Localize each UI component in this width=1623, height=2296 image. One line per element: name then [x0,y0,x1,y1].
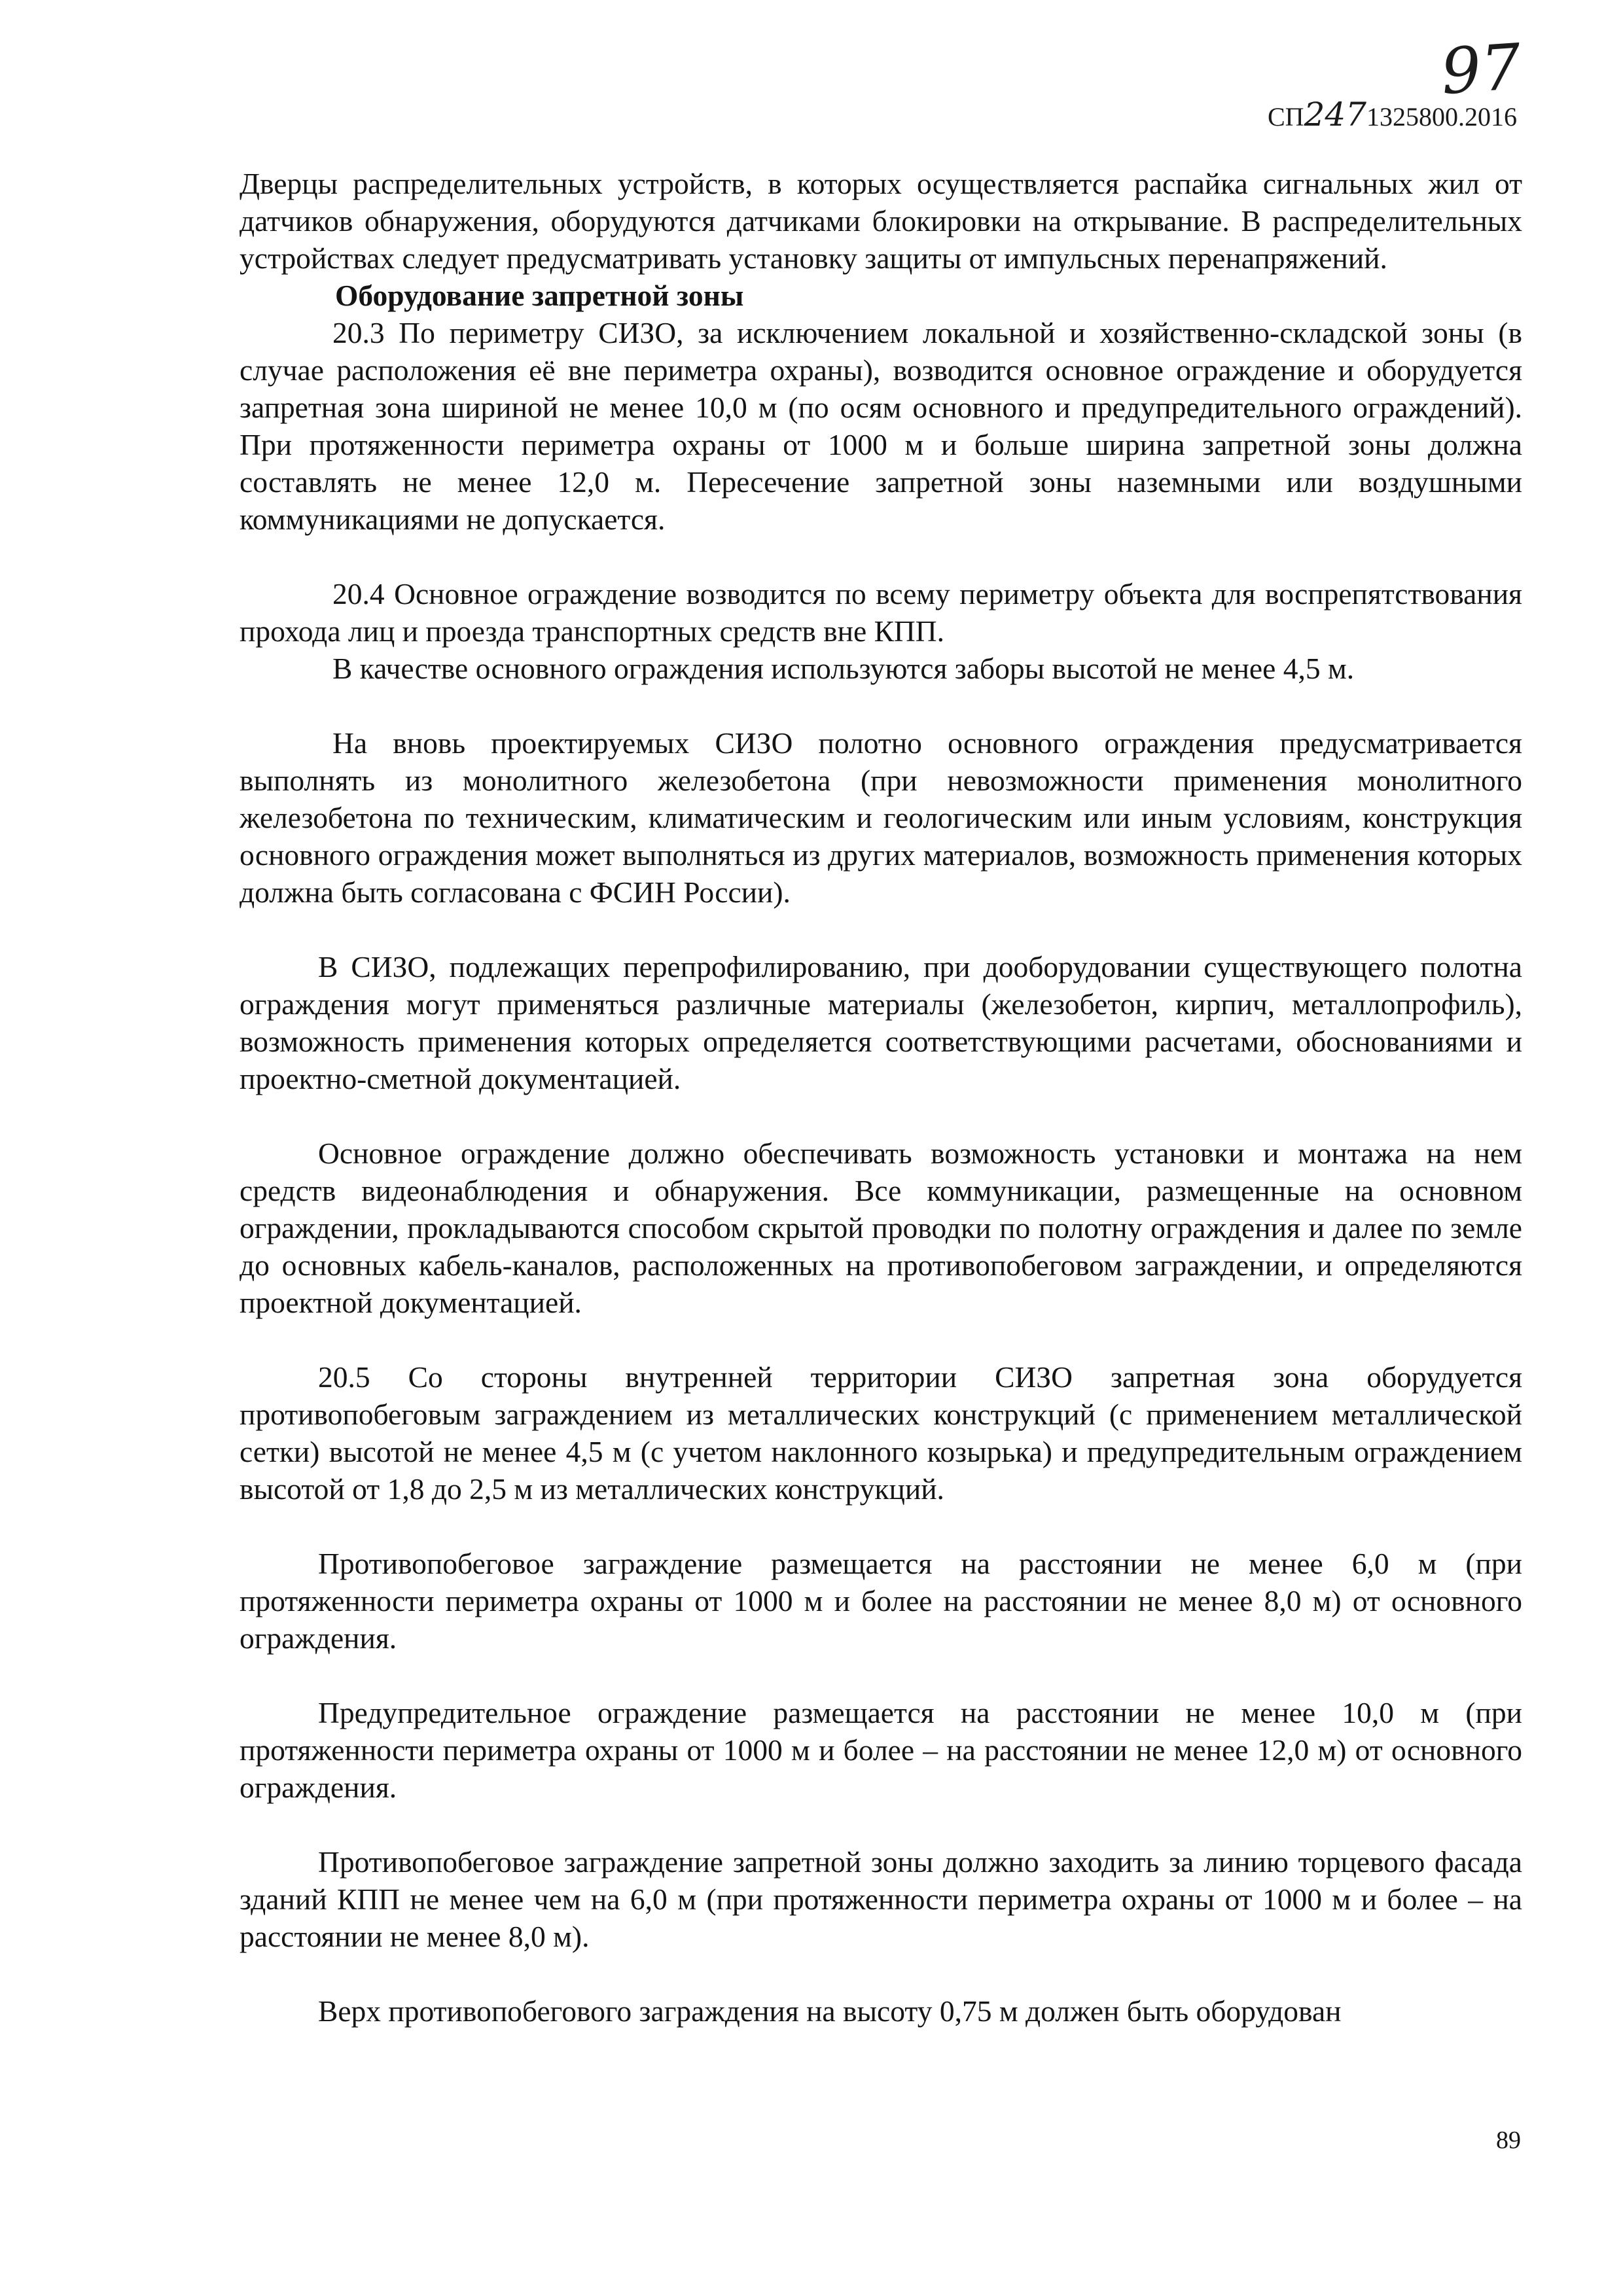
paragraph-warning-fence-distance: Предупредительное ограждение размещается на расстоянии не менее 10,0 м (при протяженности периметра охраны от 1000 м и более – на расстоянии не менее 12,0 м) от основного ограждения. [240,1696,1522,1804]
document-body [240,165,1522,2030]
section-heading: Оборудование запретной зоны [335,279,744,312]
paragraph-20-5: 20.5 Со стороны внутренней территории СИЗО запретная зона оборудуется противопобеговым заграждением из металлических конструкций (с применением металлической сетки) высотой не менее 4,5 м (с учетом наклонного козырька) и предупредительным ограждением высотой от 1,8 до 2,5 м из металлических конструкций. [240,1360,1522,1506]
paragraph-surveillance-mounting: Основное ограждение должно обеспечивать возможность установки и монтажа на нем средств видеонаблюдения и обнаружения. Все коммуникации, размещенные на основном ограждении, прокладываются способом скрытой проводки по полотну ограждения и далее по земле до основных кабель-каналов, расположенных на противопобеговом заграждении, и определяются проектной документацией. [240,1137,1522,1319]
doc-code-suffix: 1325800.2016 [1366,102,1517,132]
paragraph-20-3: 20.3 По периметру СИЗО, за исключением локальной и хозяйственно-складской зоны (в случае расположения её вне периметра охраны), возводится основное ограждение и оборудуется запретная зона шириной не менее 10,0 м (по осям основного и предупредительного ограждений). При протяженности периметра охраны от 1000 м и больше ширина запретной зоны должна составлять не менее 12,0 м. Пересечение запретной зоны наземными или воздушными коммуникациями не допускается. [240,316,1522,536]
doc-code-handwritten: 247 [1304,96,1366,133]
paragraph-reprofiling: В СИЗО, подлежащих перепрофилированию, при дооборудовании существующего полотна ограждения могут применяться различные материалы (железобетон, кирпич, металлопрофиль), возможность применения которых определяется соответствующими расчетами, обоснованиями и проектно-сметной документацией. [240,950,1522,1095]
paragraph-top-equipment: Верх противопобегового заграждения на высоту 0,75 м должен быть оборудован [318,1994,1342,2028]
document-code [1268,98,1517,131]
doc-code-prefix: СП [1267,102,1304,132]
paragraph-monolithic-concrete: На вновь проектируемых СИЗО полотно основного ограждения предусматривается выполнять из монолитного железобетона (при невозможности применения монолитного железобетона по техническим, климатическим и геологическим или иным условиям, конструкция основного ограждения может выполняться из других материалов, возможность применения которых должна быть согласована с ФСИН России). [240,726,1522,909]
paragraph-distribution-devices: Дверцы распределительных устройств, в которых осуществляется распайка сигнальных жил от датчиков обнаружения, оборудуются датчиками блокировки на открывание. В распределительных устройствах следует предусматривать установку защиты от импульсных перенапряжений. [240,167,1522,275]
paragraph-anti-escape-distance: Противопобеговое заграждение размещается на расстоянии не менее 6,0 м (при протяженности периметра охраны от 1000 м и более на расстоянии не менее 8,0 м) от основного ограждения. [240,1547,1522,1655]
page-number: 89 [1496,2127,1521,2154]
paragraph-checkpoint-extension: Противопобеговое заграждение запретной зоны должно заходить за линию торцевого фасада зданий КПП не менее чем на 6,0 м (при протяженности периметра охраны от 1000 м и более – на расстоянии не менее 8,0 м). [240,1845,1522,1953]
handwritten-sheet-number: 97 [1438,29,1524,109]
paragraph-fence-height: В качестве основного ограждения используются заборы высотой не менее 4,5 м. [332,652,1355,685]
paragraph-20-4: 20.4 Основное ограждение возводится по всему периметру объекта для воспрепятствования прохода лиц и проезда транспортных средств вне КПП. [240,577,1522,648]
